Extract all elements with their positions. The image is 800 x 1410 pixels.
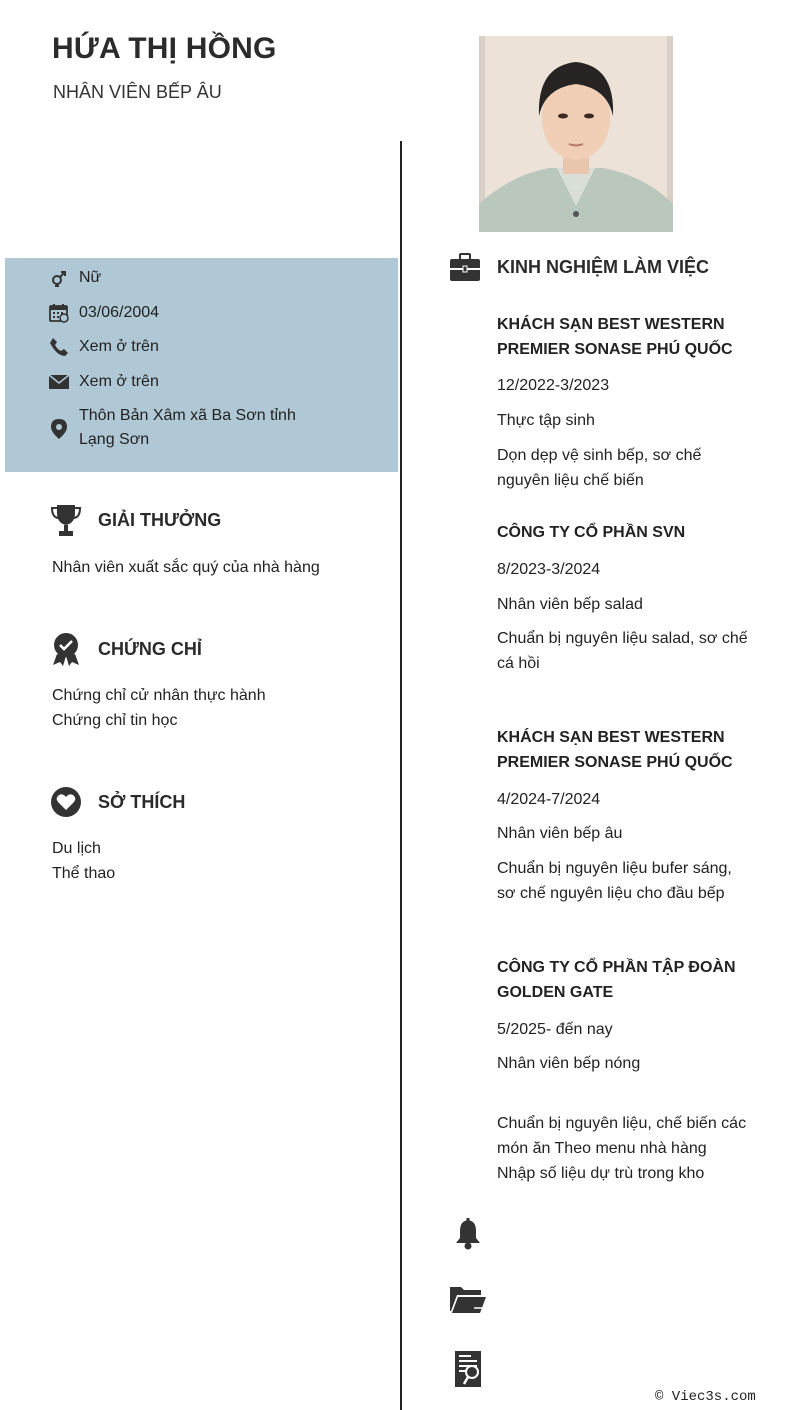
candidate-name: HỨA THỊ HỒNG (52, 32, 277, 65)
copyright-footer: © Viec3s.com (655, 1389, 756, 1405)
folder-open-icon (449, 1280, 487, 1318)
job-company: CÔNG TY CỔ PHẦN TẬP ĐOÀN GOLDEN GATE (497, 959, 736, 1001)
certificates-heading: CHỨNG CHỈ (50, 632, 202, 666)
experience-heading: KINH NGHIỆM LÀM VIỆC (449, 250, 709, 284)
job-period: 12/2022-3/2023 (497, 377, 610, 394)
trophy-icon (50, 503, 82, 537)
calendar-icon (49, 303, 69, 323)
job-description: Chuẩn bị nguyên liệu, chế biến các món ăn Theo menu nhà hàng Nhập số liệu dự trù trong kho (497, 1115, 747, 1182)
hobby-item: Du lịch (52, 840, 101, 857)
certificates-list (52, 683, 266, 733)
briefcase-icon (449, 250, 481, 284)
job-role: Nhân viên bếp âu (497, 825, 623, 842)
profile-photo (479, 36, 673, 232)
job-description: Chuẩn bị nguyên liệu bufer sáng, sơ chế nguyên liệu cho đầu bếp (497, 860, 732, 902)
job-description: Dọn dẹp vệ sinh bếp, sơ chế nguyên liệu chế biến (497, 447, 702, 489)
contact-info: Nữ 03/06/2004 Xem ở trên Xem ở trên Thôn Bản Xâm xã Ba Sơn tỉnh Lạng Sơn (5, 258, 398, 472)
envelope-icon (49, 372, 69, 392)
job-period: 5/2025- đến nay (497, 1021, 613, 1038)
job-company: CÔNG TY CỔ PHẦN SVN (497, 524, 686, 541)
location-pin-icon (49, 419, 69, 439)
certificate-badge-icon (50, 632, 82, 666)
job-period: 4/2024-7/2024 (497, 791, 601, 808)
document-search-icon (449, 1350, 487, 1388)
award-item: Nhân viên xuất sắc quý của nhà hàng (52, 559, 320, 576)
awards-list (52, 555, 320, 580)
heart-icon (50, 785, 82, 819)
certificate-item: Chứng chỉ cử nhân thực hành (52, 687, 266, 704)
job-period: 8/2023-3/2024 (497, 561, 601, 578)
column-divider (400, 141, 402, 1410)
bell-icon (449, 1215, 487, 1253)
job-company: KHÁCH SẠN BEST WESTERN PREMIER SONASE PHÚ QUỐC (497, 316, 733, 358)
phone-icon (49, 337, 69, 357)
hobbies-list (52, 836, 115, 886)
awards-heading: GIẢI THƯỞNG (50, 503, 221, 537)
hobbies-heading: SỞ THÍCH (50, 785, 185, 819)
job-role: Thực tập sinh (497, 412, 595, 429)
gender-icon (49, 268, 69, 288)
job-company: KHÁCH SẠN BEST WESTERN PREMIER SONASE PHÚ QUỐC (497, 729, 733, 771)
certificate-item: Chứng chỉ tin học (52, 712, 178, 729)
job-title: NHÂN VIÊN BẾP ÂU (53, 82, 222, 102)
job-role: Nhân viên bếp salad (497, 596, 643, 613)
job-role: Nhân viên bếp nóng (497, 1055, 641, 1072)
job-description: Chuẩn bị nguyên liệu salad, sơ chế cá hồi (497, 630, 748, 672)
hobby-item: Thể thao (52, 865, 116, 882)
